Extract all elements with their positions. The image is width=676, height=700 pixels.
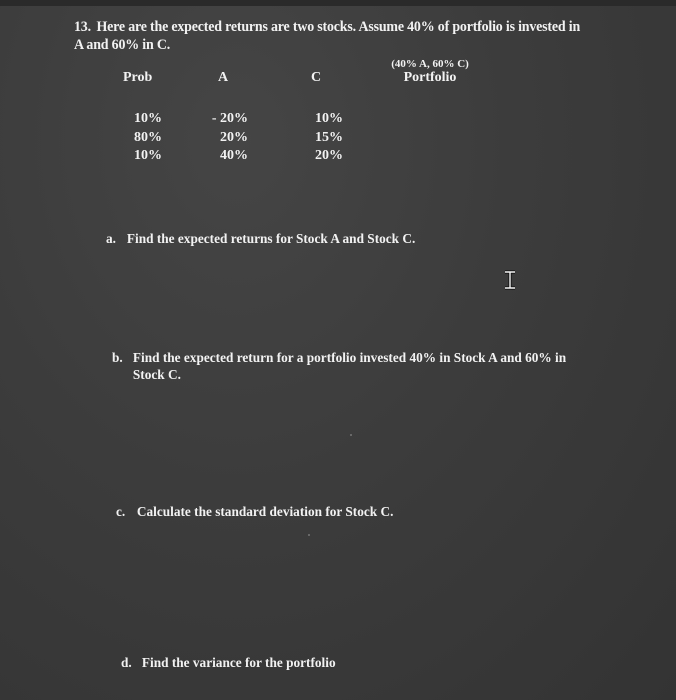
part-d-letter: d. bbox=[121, 656, 132, 671]
table-cell: 10% bbox=[315, 111, 343, 126]
column-prob bbox=[130, 110, 162, 166]
header-portfolio-label: Portfolio bbox=[403, 70, 457, 85]
column-a bbox=[198, 110, 248, 166]
part-b bbox=[112, 350, 606, 384]
header-c: C bbox=[311, 70, 322, 85]
table-cell: 10% bbox=[134, 111, 162, 126]
part-c-text: Calculate the standard deviation for Stock C. bbox=[136, 505, 394, 520]
part-a bbox=[106, 231, 415, 248]
screen-top-edge bbox=[0, 0, 676, 6]
column-c bbox=[309, 110, 343, 166]
part-d bbox=[121, 655, 336, 672]
question-line-1 bbox=[74, 18, 613, 36]
header-prob: Prob bbox=[123, 70, 153, 85]
screen-speck bbox=[308, 534, 310, 536]
part-c-letter: c. bbox=[116, 505, 126, 520]
question-number: 13. bbox=[74, 19, 91, 35]
screen-speck bbox=[350, 434, 352, 436]
table-cell: 80% bbox=[134, 129, 162, 145]
question-line-2: A and 60% in C. bbox=[74, 37, 171, 53]
table-cell: 20% bbox=[220, 129, 248, 145]
part-a-text: Find the expected returns for Stock A and Stock C. bbox=[126, 232, 416, 247]
part-b-line-2: Stock C. bbox=[132, 368, 181, 383]
text-cursor-icon bbox=[503, 270, 517, 290]
part-b-letter: b. bbox=[112, 351, 123, 366]
question-line-1-text: Here are the expected returns are two stocks. Assume 40% of portfolio is invested in bbox=[96, 19, 581, 35]
table-cell: - 20% bbox=[211, 111, 248, 126]
header-portfolio bbox=[380, 57, 480, 85]
table-cell: 15% bbox=[315, 129, 343, 145]
table-cell: 40% bbox=[220, 148, 248, 163]
part-d-text: Find the variance for the portfolio bbox=[141, 656, 336, 671]
table-cell: 10% bbox=[134, 148, 162, 163]
part-b-line-1: Find the expected return for a portfolio invested 40% in Stock A and 60% in bbox=[132, 351, 567, 366]
header-a: A bbox=[218, 70, 229, 85]
header-portfolio-weights: (40% A, 60% C) bbox=[391, 58, 469, 70]
part-c bbox=[116, 504, 393, 521]
question-text bbox=[74, 18, 613, 54]
table-cell: 20% bbox=[315, 148, 343, 163]
part-a-letter: a. bbox=[106, 232, 116, 247]
